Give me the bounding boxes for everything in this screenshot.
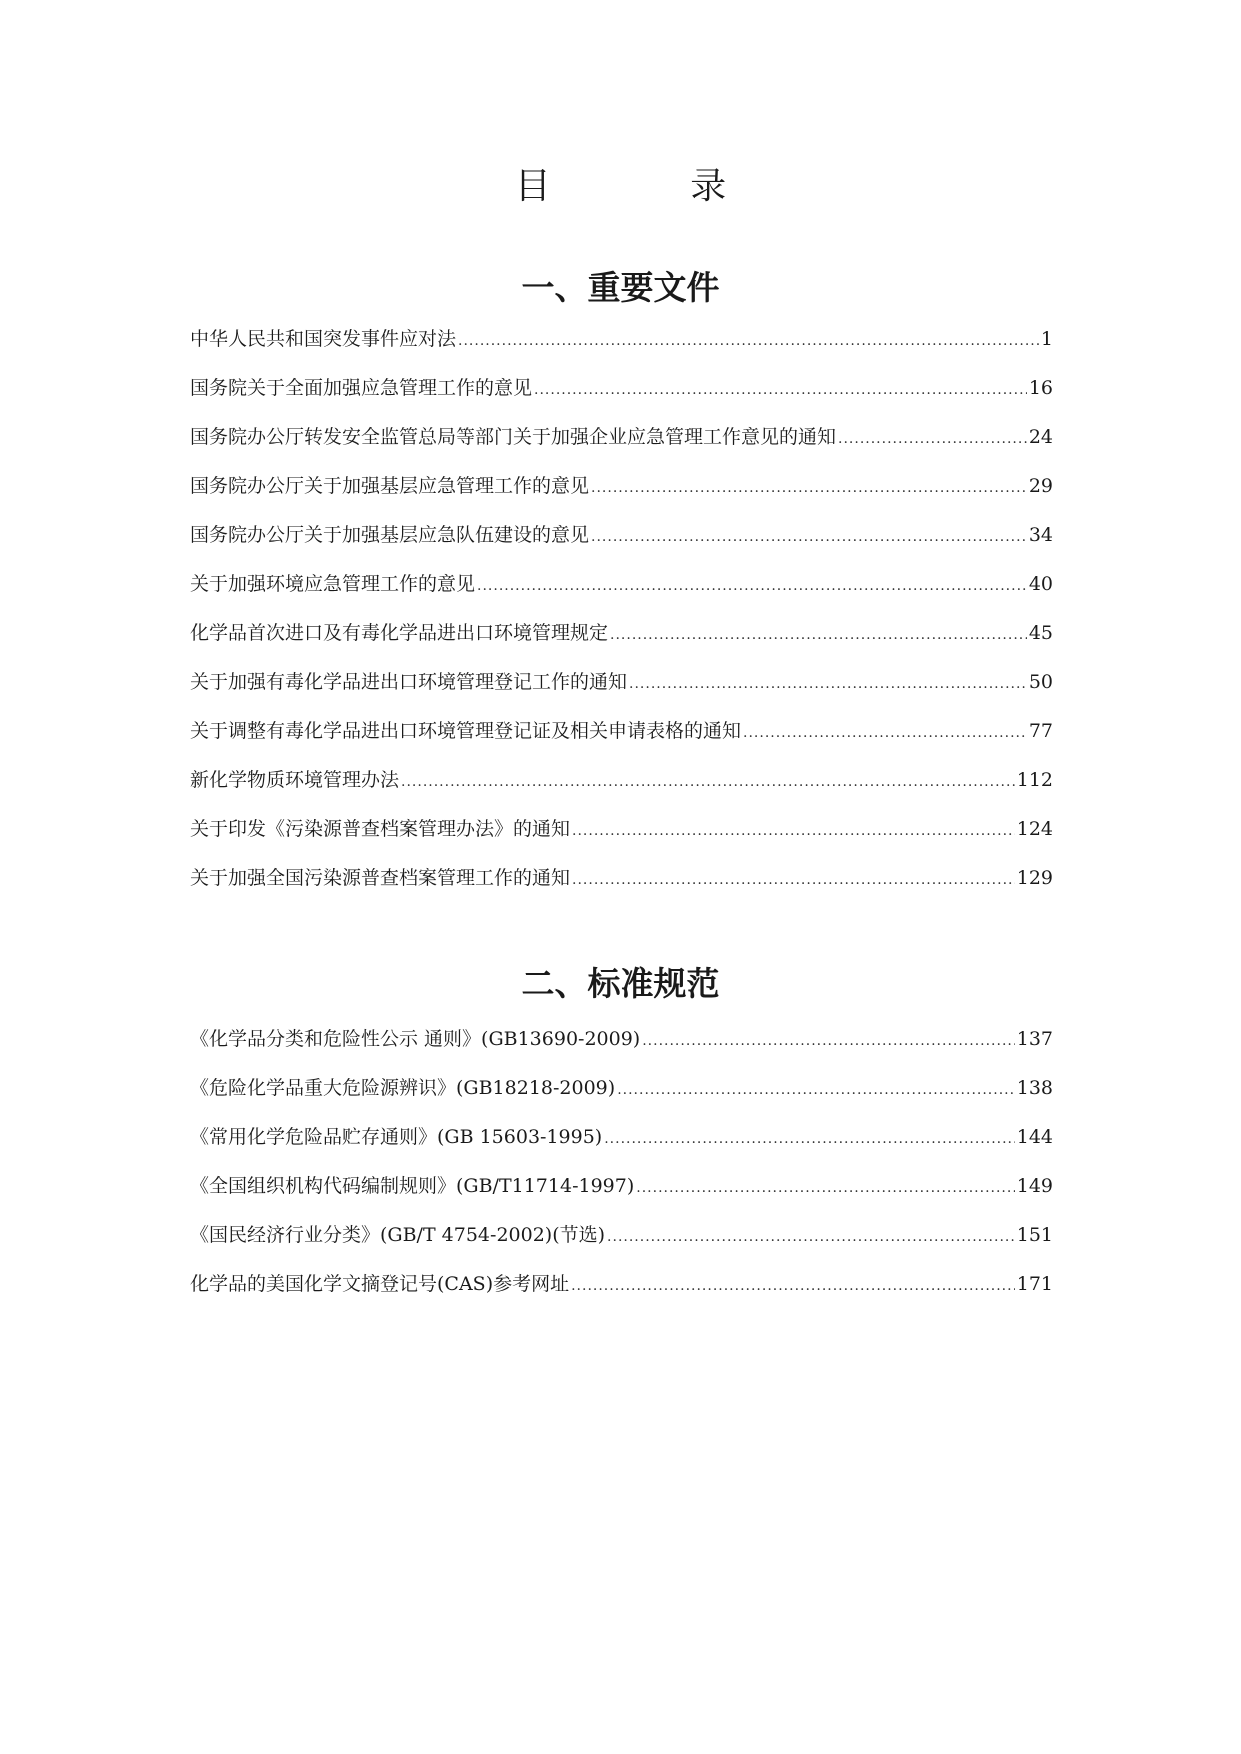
toc-entry[interactable]	[190, 814, 1053, 863]
dot-leader	[604, 1131, 1015, 1147]
toc-entry[interactable]	[190, 1269, 1053, 1318]
toc-entry[interactable]	[190, 1171, 1053, 1220]
entry-title: 国务院关于全面加强应急管理工作的意见	[190, 377, 533, 399]
page-number: 138	[1016, 1077, 1053, 1099]
page-number: 149	[1016, 1175, 1053, 1197]
page-number: 151	[1016, 1224, 1053, 1246]
entry-title: 化学品首次进口及有毒化学品进出口环境管理规定	[190, 622, 609, 644]
entry-title: 国务院办公厅关于加强基层应急管理工作的意见	[190, 475, 590, 497]
entry-title: 化学品的美国化学文摘登记号(CAS)参考网址	[190, 1273, 570, 1295]
entry-title: 关于加强全国污染源普查档案管理工作的通知	[190, 867, 571, 889]
toc-entry[interactable]	[190, 1024, 1053, 1073]
entry-title: 《危险化学品重大危险源辨识》(GB18218-2009)	[190, 1077, 616, 1099]
dot-leader	[629, 676, 1027, 692]
page-number: 24	[1028, 426, 1053, 448]
entry-title: 关于加强有毒化学品进出口环境管理登记工作的通知	[190, 671, 628, 693]
dot-leader	[572, 872, 1015, 888]
page-number: 29	[1028, 475, 1053, 497]
dot-leader	[572, 823, 1015, 839]
page-number: 16	[1028, 377, 1053, 399]
page-number: 144	[1016, 1126, 1053, 1148]
toc-list-important-documents	[190, 324, 1053, 912]
page-number: 77	[1028, 720, 1053, 742]
dot-leader	[458, 333, 1039, 349]
entry-title: 中华人民共和国突发事件应对法	[190, 328, 457, 350]
toc-entry[interactable]	[190, 324, 1053, 373]
page-number: 40	[1028, 573, 1053, 595]
page-number: 50	[1028, 671, 1053, 693]
toc-entry[interactable]	[190, 667, 1053, 716]
page-number: 137	[1016, 1028, 1053, 1050]
toc-entry[interactable]	[190, 520, 1053, 569]
dot-leader	[607, 1229, 1015, 1245]
entry-title: 关于印发《污染源普查档案管理办法》的通知	[190, 818, 571, 840]
entry-title: 《化学品分类和危险性公示 通则》(GB13690-2009)	[190, 1028, 641, 1050]
dot-leader	[591, 529, 1027, 545]
section-heading-standards: 二、标准规范	[521, 964, 720, 1003]
section-heading-important-documents: 一、重要文件	[521, 268, 720, 307]
entry-title: 新化学物质环境管理办法	[190, 769, 400, 791]
toc-entry[interactable]	[190, 569, 1053, 618]
page-number: 34	[1028, 524, 1053, 546]
entry-title: 关于加强环境应急管理工作的意见	[190, 573, 476, 595]
dot-leader	[591, 480, 1027, 496]
page-number: 129	[1016, 867, 1053, 889]
toc-entry[interactable]	[190, 471, 1053, 520]
dot-leader	[401, 774, 1015, 790]
entry-title: 《国民经济行业分类》(GB/T 4754-2002)(节选)	[190, 1224, 606, 1246]
toc-entry[interactable]	[190, 422, 1053, 471]
page-number: 112	[1016, 769, 1053, 791]
dot-leader	[477, 578, 1027, 594]
entry-title: 关于调整有毒化学品进出口环境管理登记证及相关申请表格的通知	[190, 720, 742, 742]
toc-title: 目 录	[514, 166, 791, 207]
entry-title: 国务院办公厅关于加强基层应急队伍建设的意见	[190, 524, 590, 546]
page-number: 124	[1016, 818, 1053, 840]
dot-leader	[571, 1278, 1015, 1294]
toc-entry[interactable]	[190, 716, 1053, 765]
toc-entry[interactable]	[190, 373, 1053, 422]
dot-leader	[534, 382, 1027, 398]
dot-leader	[743, 725, 1027, 741]
toc-entry[interactable]	[190, 863, 1053, 912]
dot-leader	[617, 1082, 1015, 1098]
page-number: 45	[1028, 622, 1053, 644]
toc-entry[interactable]	[190, 1220, 1053, 1269]
toc-list-standards	[190, 1024, 1053, 1318]
page-number: 171	[1016, 1273, 1053, 1295]
page-number: 1	[1040, 328, 1053, 350]
entry-title: 《全国组织机构代码编制规则》(GB/T11714-1997)	[190, 1175, 635, 1197]
dot-leader	[610, 627, 1027, 643]
entry-title: 国务院办公厅转发安全监管总局等部门关于加强企业应急管理工作意见的通知	[190, 426, 837, 448]
toc-entry[interactable]	[190, 1122, 1053, 1171]
entry-title: 《常用化学危险品贮存通则》(GB 15603-1995)	[190, 1126, 603, 1148]
toc-entry[interactable]	[190, 618, 1053, 667]
toc-entry[interactable]	[190, 1073, 1053, 1122]
dot-leader	[636, 1180, 1014, 1196]
dot-leader	[838, 431, 1027, 447]
toc-entry[interactable]	[190, 765, 1053, 814]
dot-leader	[642, 1033, 1015, 1049]
